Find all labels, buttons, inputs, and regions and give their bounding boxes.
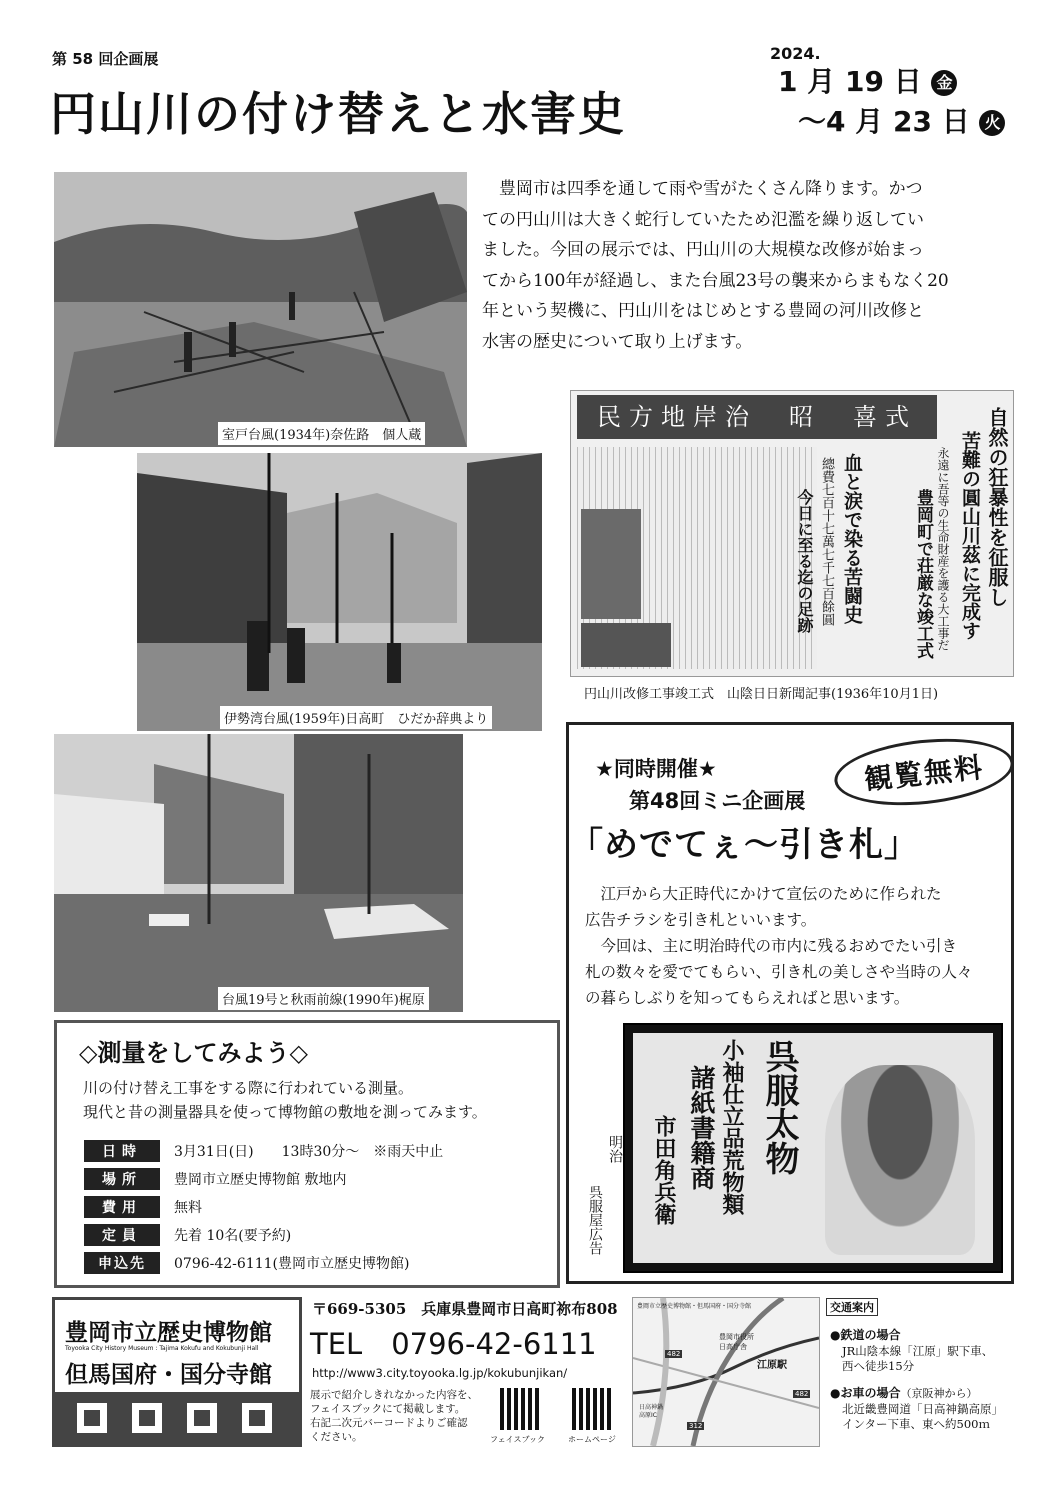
hikifuda-text-1: 呉服太物: [759, 1039, 799, 1175]
note-line: ください。: [310, 1431, 363, 1443]
hikifuda-text-3: 諸紙書籍商: [687, 1065, 716, 1190]
intro-line: てから100年が経過し、また台風23号の襲来からまもなく20: [482, 270, 949, 291]
survey-value-place: 豊岡市立歴史博物館 敷地内: [174, 1172, 347, 1188]
map-roads: [633, 1298, 819, 1446]
map-label-city-office: 豊岡市役所: [719, 1333, 754, 1341]
mini-line: 札の数々を愛でてもらい、引き札の美しさや当時の人々: [585, 963, 973, 981]
photo3-caption: 台風19号と秋雨前線(1990年)梶原: [218, 987, 429, 1010]
survey-label-fee: 費用: [84, 1196, 160, 1218]
map-label-ic-1: 日高神鍋: [639, 1404, 664, 1411]
hikifuda-text-2: 小袖仕立品荒物類: [719, 1039, 745, 1215]
website-url[interactable]: http://www3.city.toyooka.lg.jp/kokubunjikan/: [312, 1366, 568, 1380]
hikifuda-figure: [825, 1065, 975, 1255]
car-title-text: ●お車の場合: [830, 1386, 901, 1400]
photo2-caption: 伊勢湾台風(1959年)日高町 ひだか辞典より: [220, 706, 492, 729]
mini-exhibit-box: [566, 722, 1014, 1284]
survey-label-place: 場所: [84, 1168, 160, 1190]
hikifuda-caption-2: 呉服屋広告: [587, 1185, 603, 1255]
photo-muroto-typhoon: [54, 172, 467, 447]
car-title: [830, 1384, 977, 1401]
concurrent-label: ★同時開催★: [595, 757, 717, 781]
museum-name-2: 但馬国府・国分寺館: [65, 1361, 272, 1388]
newspaper-photo: [581, 509, 641, 619]
intro-text: [482, 174, 1022, 357]
survey-label-capacity: 定員: [84, 1224, 160, 1246]
facebook-note: [310, 1388, 478, 1444]
facebook-qr-label: フェイスブック: [490, 1435, 545, 1444]
news-sub-3: 總費七百十七萬七千七百餘圓: [819, 457, 834, 626]
news-sub-2: 豊岡町で荘厳な竣工式: [913, 489, 933, 659]
map-route-2: 312: [689, 1422, 703, 1430]
survey-row-apply: [84, 1252, 554, 1274]
mini-line: 江戸から大正時代にかけて宣伝のために作られた: [585, 885, 942, 903]
logo-square: [77, 1403, 107, 1433]
news-headline-2: 苦難の圓山川茲に完成す: [959, 431, 981, 640]
date-end-text: ～4 月 23 日: [798, 105, 970, 138]
note-line: フェイスブックにて掲載します。: [310, 1403, 466, 1415]
intro-line: 年という契機に、円山川をはじめとする豊岡の河川改修と: [482, 301, 924, 321]
mini-exhibit-number: 第48回ミニ企画展: [629, 789, 806, 813]
photo-isewan-art: [137, 453, 542, 731]
access-title: 交通案内: [826, 1298, 878, 1316]
survey-row-fee: [84, 1196, 554, 1218]
note-line: 右記二次元バーコードよりご確認: [310, 1417, 468, 1429]
survey-value-capacity: 先着 10名(要予約): [174, 1228, 292, 1244]
survey-row-place: [84, 1168, 554, 1190]
survey-desc-1: 川の付け替え工事をする際に行われている測量。: [83, 1079, 414, 1097]
intro-line: ての円山川は大きく蛇行していたため氾濫を繰り返してい: [482, 209, 924, 230]
intro-line: 水害の歴史について取り上げます。: [482, 331, 753, 352]
map-title: 豊岡市立歴史博物館・但馬国府・国分寺館: [637, 1303, 752, 1310]
map-route-1: 482: [667, 1350, 681, 1358]
newspaper-clipping: [570, 390, 1014, 677]
newspaper-caption: 円山川改修工事竣工式 山陰日日新聞記事(1936年10月1日): [580, 681, 942, 704]
date-start-day: 金: [931, 70, 957, 96]
survey-value-date: 3月31日(日) 13時30分～ ※雨天中止: [174, 1144, 444, 1160]
photo-muroto-art: [54, 172, 467, 447]
photo-isewan-typhoon: [137, 453, 542, 731]
intro-line: 豊岡市は四季を通して雨や雪がたくさん降ります。かつ: [482, 179, 923, 199]
hikifuda-caption-1: 明治: [607, 1135, 623, 1163]
facebook-qr-code[interactable]: [500, 1388, 542, 1430]
news-headline-1: 自然の狂暴性を征服し: [985, 407, 1009, 607]
survey-label-apply: 申込先: [84, 1252, 160, 1274]
car-line-1: 北近畿豊岡道「日高神鍋高原」: [842, 1402, 1003, 1416]
museum-logo-box: [52, 1297, 302, 1447]
date-start: [778, 60, 957, 100]
year: 2024.: [770, 44, 821, 63]
museum-name-en: Toyooka City History Museum : Tajima Kokufu and Kokubunji Hall: [65, 1345, 259, 1352]
rail-title: ●鉄道の場合: [830, 1328, 901, 1342]
newspaper-banner: 民方地岸治 昭 喜式: [577, 395, 937, 439]
date-start-text: 1 月 19 日: [778, 65, 922, 98]
photo-1990-art: [54, 734, 463, 1012]
homepage-qr-code[interactable]: [572, 1388, 614, 1430]
newspaper-photo-2: [581, 623, 671, 667]
postal-address: 〒669-5305 兵庫県豊岡市日高町祢布808: [312, 1300, 618, 1318]
map-route-3: 482: [795, 1390, 809, 1398]
logo-square: [242, 1403, 272, 1433]
museum-name-1: 豊岡市立歴史博物館: [65, 1319, 272, 1346]
intro-line: ました。今回の展示では、円山川の大規模な改修が始まっ: [482, 240, 924, 260]
logo-square: [132, 1403, 162, 1433]
hikifuda-text-4: 市田角兵衛: [651, 1115, 677, 1225]
date-end-day: 火: [979, 110, 1005, 136]
date-end: [798, 100, 1005, 140]
photo-1990-typhoon: [54, 734, 463, 1012]
survey-desc-2: 現代と昔の測量器具を使って博物館の敷地を測ってみます。: [83, 1103, 487, 1121]
mini-exhibit-text: [585, 881, 973, 1011]
survey-value-fee: 無料: [174, 1200, 202, 1216]
map-station: 江原駅: [757, 1360, 787, 1371]
mini-line: 広告チラシを引き札といいます。: [585, 911, 817, 929]
mini-exhibit-title: 「めでてぇ～引き札」: [569, 825, 919, 865]
mini-line: 今回は、主に明治時代の市内に残るおめでたい引き: [585, 937, 958, 955]
mini-line: の暮らしぶりを知ってもらえればと思います。: [585, 989, 910, 1007]
survey-value-apply: 0796-42-6111(豊岡市立歴史博物館): [174, 1256, 410, 1272]
car-line-2: インター下車、東へ約500ｍ: [842, 1417, 990, 1431]
note-line: 展示で紹介しきれなかった内容を、: [310, 1389, 478, 1401]
page-title: 円山川の付け替えと水害史: [50, 87, 626, 141]
access-map: [632, 1297, 820, 1447]
logo-square: [187, 1403, 217, 1433]
survey-row-date: [84, 1140, 554, 1162]
homepage-qr-label: ホームページ: [568, 1435, 616, 1444]
survey-title: ◇測量をしてみよう◇: [79, 1039, 308, 1067]
car-title-note: （京阪神から）: [900, 1387, 978, 1400]
exhibit-number: 第 58 回企画展: [52, 50, 159, 68]
rail-line-1: JR山陰本線「江原」駅下車、: [842, 1344, 994, 1358]
news-headline-3: 血と涙で染る苦闘史: [841, 453, 863, 624]
survey-row-capacity: [84, 1224, 554, 1246]
map-label-hidaka-office: 日高庁舎: [719, 1343, 747, 1351]
hikifuda-print: [623, 1023, 1003, 1273]
survey-label-date: 日時: [84, 1140, 160, 1162]
rail-line-2: 西へ徒歩15分: [842, 1359, 915, 1373]
news-sub-1: 永遠に吾等の生命財産を護る大工事だ: [936, 447, 950, 651]
tel-number: TEL 0796-42-6111: [310, 1327, 597, 1361]
news-sub-4: 今日に至る迄の足跡: [795, 489, 814, 633]
photo1-caption: 室戸台風(1934年)奈佐路 個人蔵: [218, 422, 425, 445]
free-admission-text: 観覧無料: [862, 750, 986, 797]
map-label-ic-2: 高原IC: [639, 1412, 657, 1419]
